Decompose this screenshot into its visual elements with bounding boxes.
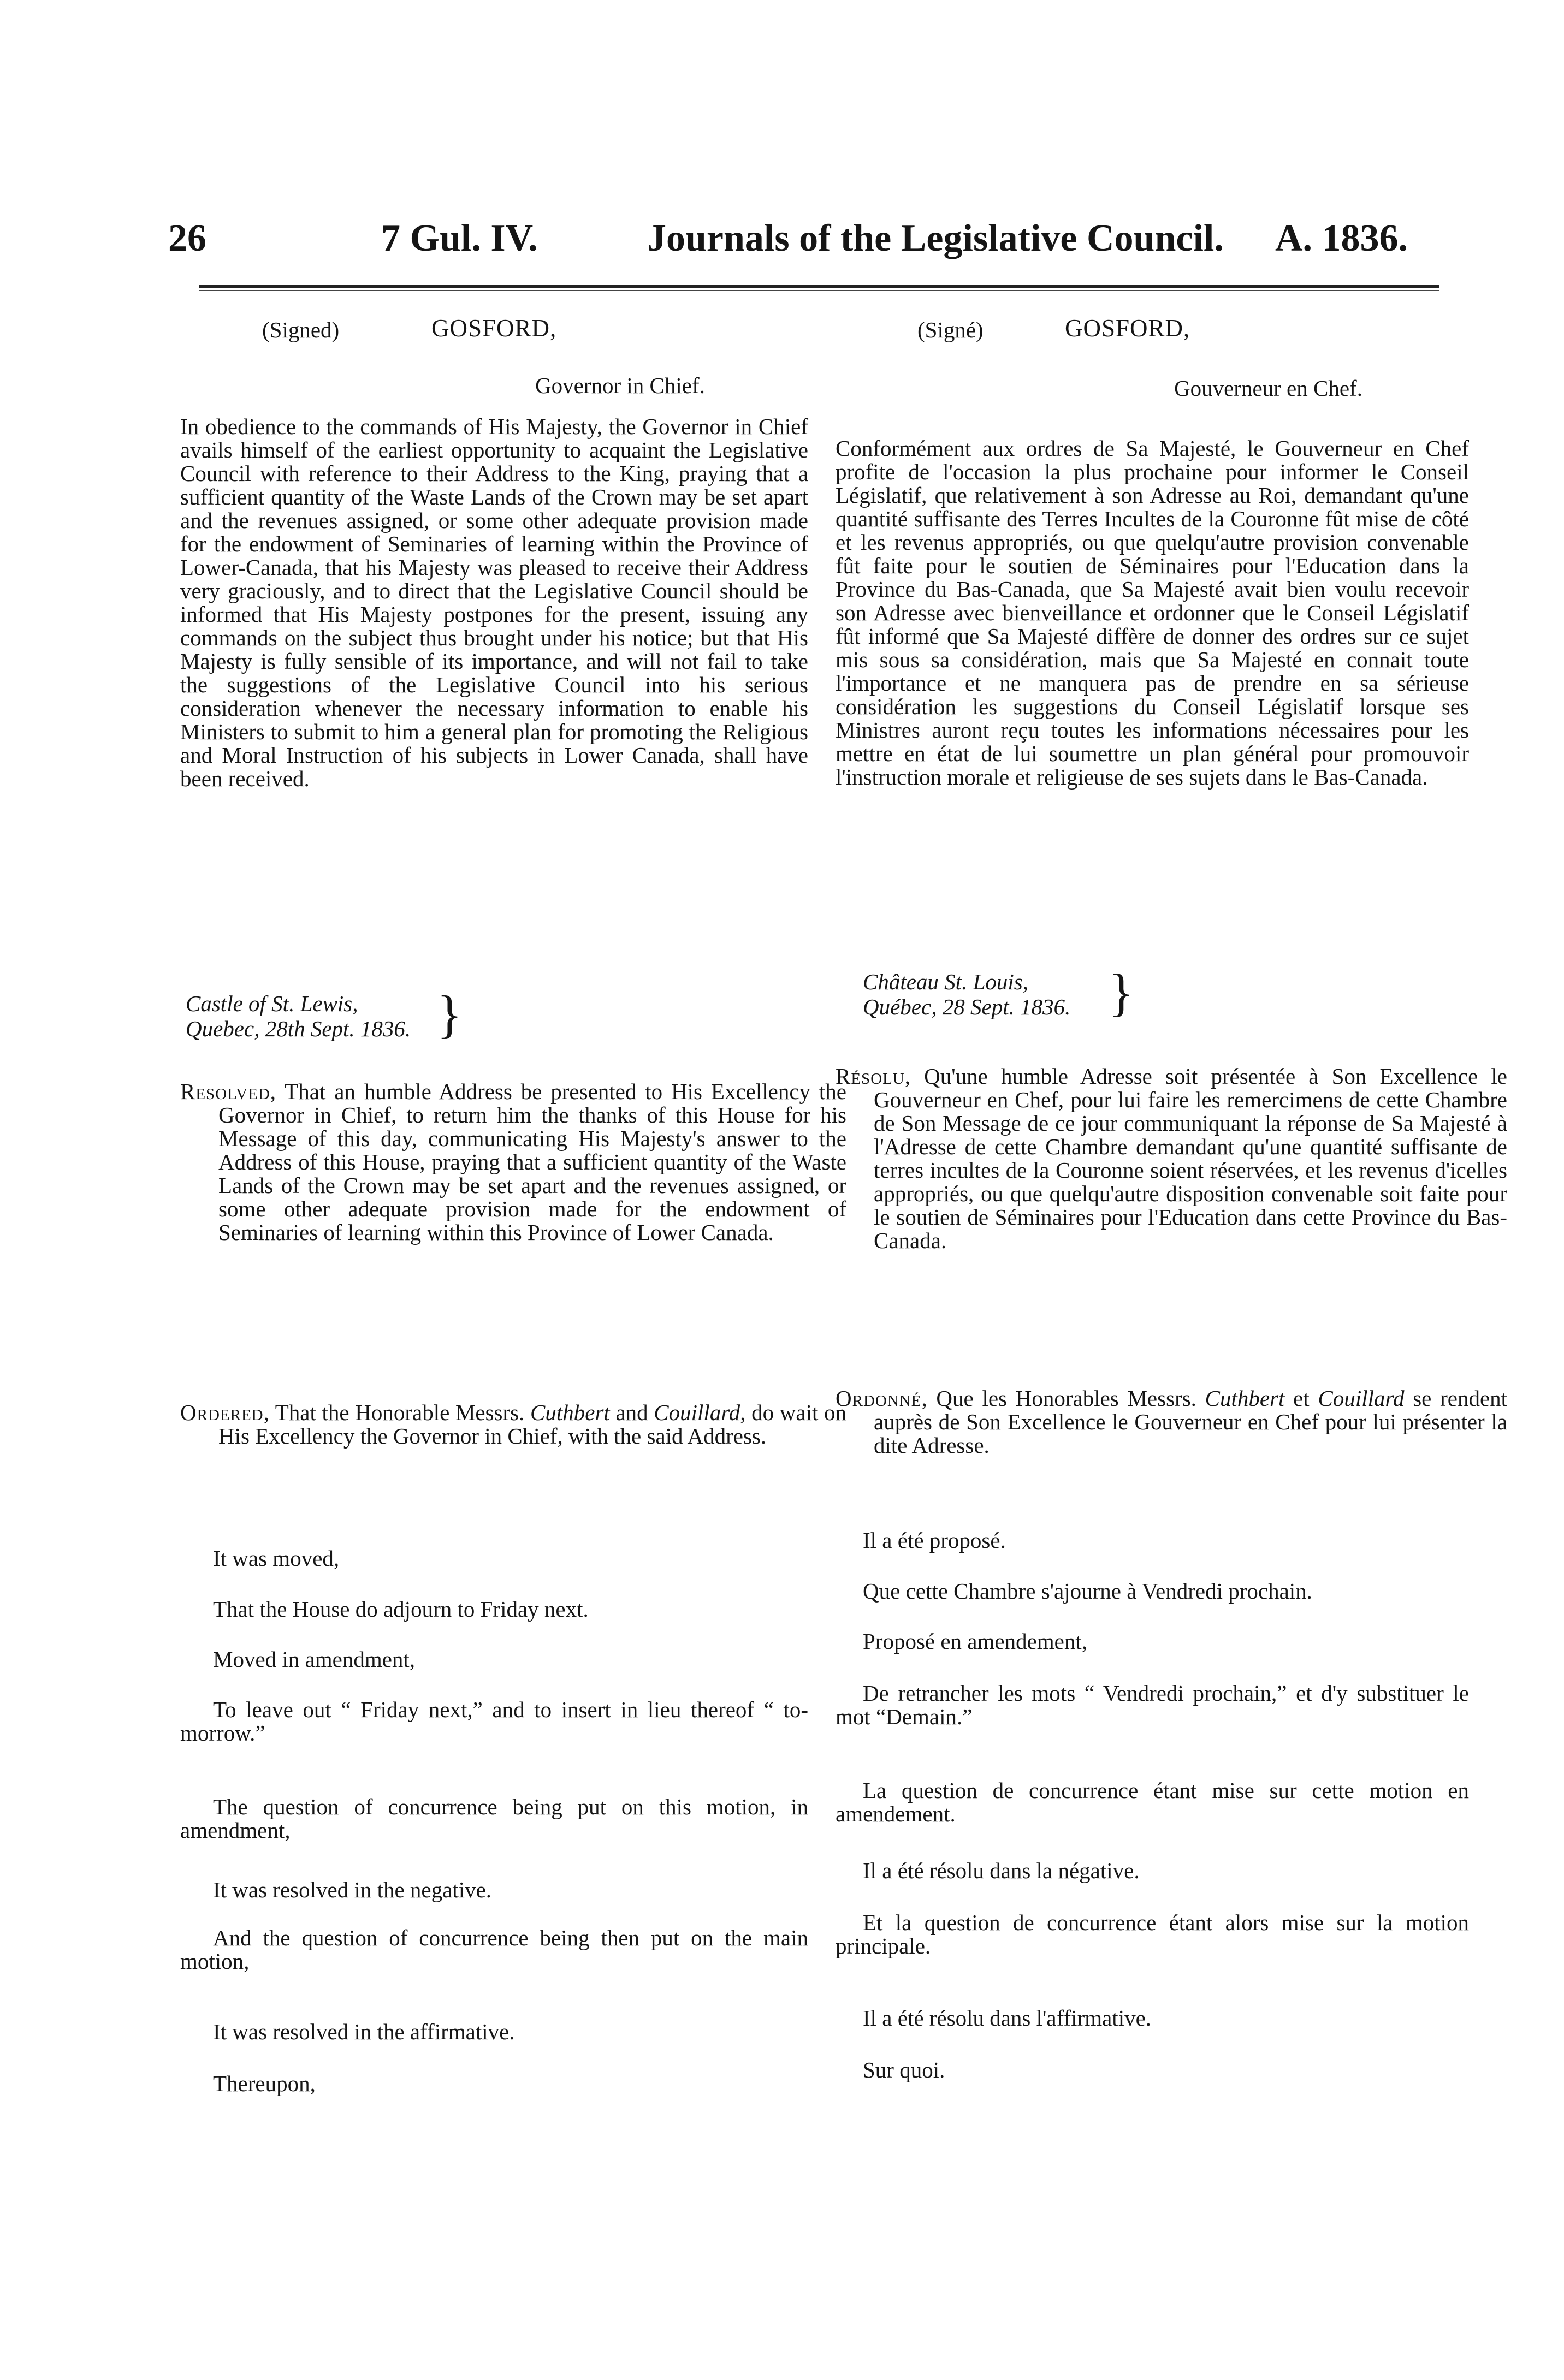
member-name: Couillard, [654, 1400, 746, 1425]
motion-line: Il a été proposé. [863, 1528, 1006, 1553]
question-main: Et la question de concurrence étant alors mise sur la motion principale. [836, 1910, 1469, 1958]
result-negative: It was resolved in the negative. [213, 1877, 492, 1902]
amendment-text: To leave out “ Friday next,” and to insert in lieu thereof “ to-morrow.” [180, 1697, 808, 1746]
regnal-year: 7 Gul. IV. [381, 217, 538, 259]
result-affirmative: Il a été résolu dans l'affirmative. [863, 2005, 1152, 2031]
signatory-title: Governor in Chief. [535, 373, 705, 398]
resolved-label: Resolved, [180, 1079, 277, 1104]
question-main: And the question of concurrence being then put on the main motion, [180, 1925, 808, 1974]
question-amendment: The question of concurrence being put on this motion, in amendment, [180, 1794, 808, 1843]
resolved-label: Résolu, [836, 1064, 911, 1089]
place-date [186, 991, 411, 1041]
motion-line: It was moved, [213, 1546, 340, 1571]
ordered-text: That the Honorable Messrs. [275, 1400, 525, 1425]
conjunction: et [1293, 1386, 1310, 1411]
ordered-paragraph [180, 1401, 846, 1448]
page-number: 26 [168, 217, 206, 259]
date-line: Québec, 28 Sept. 1836. [863, 994, 1071, 1019]
french-column [836, 0, 1508, 2380]
signed-label: (Signé) [917, 317, 984, 342]
thereupon-line: Sur quoi. [863, 2057, 945, 2082]
place-date [863, 969, 1070, 1019]
ordered-label: Ordered, [180, 1400, 270, 1425]
result-affirmative: It was resolved in the affirmative. [213, 2019, 515, 2044]
date-line: Quebec, 28th Sept. 1836. [186, 1016, 411, 1041]
member-name: Cuthbert [1205, 1386, 1285, 1411]
result-negative: Il a été résolu dans la négative. [863, 1858, 1140, 1883]
ordered-text: do wait on His Excellency the Governor in Chief, with the said Address. [218, 1400, 847, 1449]
signatory-name: GOSFORD, [431, 314, 557, 342]
question-amendment: La question de concurrence étant mise sur cette motion en amendement. [836, 1778, 1469, 1826]
conjunction: and [615, 1400, 648, 1425]
resolved-text: That an humble Address be presented to His Excellency the Governor in Chief, to return him the thanks of this House for his Message of this day, communicating His Majesty's answer to the Address of this House, praying that a sufficient quantity of the Waste Lands of the Crown may be set apart and the revenues assigned, or some other adequate provision made for the endowment of Seminaries of learning within this Province of Lower Canada. [218, 1079, 846, 1245]
signatory-name: GOSFORD, [1065, 314, 1190, 342]
brace: } [437, 985, 463, 1043]
signed-label: (Signed) [262, 317, 340, 342]
ordered-text: se rendent auprès de Son Excellence le Gouverneur en Chef pour lui présenter la dite Adresse. [874, 1386, 1508, 1458]
resolved-paragraph [836, 1065, 1507, 1253]
ordered-paragraph [836, 1387, 1507, 1457]
resolved-text: Qu'une humble Adresse soit présentée à Son Excellence le Gouverneur en Chef, pour lui faire les remercimens de cette Chambre de Son Message de ce jour communiquant la réponse de Sa Majesté à l'Adresse de cette Chambre demandant qu'une quantité suffisante de terres incultes de la Couronne soient réservées, et les revenus d'icelles appropriés, ou que quelqu'autre disposition convenable soit faite pour le soutien de Séminaires pour l'Education dans cette Province du Bas-Canada. [874, 1064, 1508, 1253]
ordered-label: Ordonné, [836, 1386, 928, 1411]
journal-title: Journals of the Legislative Council. [647, 217, 1224, 259]
brace: } [1109, 963, 1134, 1022]
place-line: Castle of St. Lewis, [186, 991, 358, 1016]
signatory-title: Gouverneur en Chef. [1174, 376, 1362, 401]
governor-message: Conformément aux ordres de Sa Majesté, le Gouverneur en Chef profite de l'occasion la plus prochaine pour informer le Conseil Législatif, que relativement à son Adresse au Roi, demandant qu'une quantité suffisante des Terres Incultes de la Couronne fût mise de côté et les revenus appropriés, ou que quelqu'autre provision convenable fût faite pour le soutien de Séminaires pour l'Education dans la Province du Bas-Canada, que Sa Majesté avait bien voulu recevoir son Adresse avec bienveillance et ordonner que le Conseil Législatif fût informé que Sa Majesté diffère de donner des ordres sur ce sujet mis sous sa considération, mais que Sa Majesté en connait toute l'importance et ne manquera pas de prendre en sa sérieuse considération les suggestions du Conseil Législatif lorsque ses Ministres auront reçu toutes les informations nécessaires pour les mettre en état de lui soumettre un plan général pour promouvoir l'instruction morale et religieuse de ses sujets dans le Bas-Canada. [836, 436, 1469, 790]
calendar-year: A. 1836. [1275, 217, 1408, 259]
resolved-paragraph [180, 1080, 846, 1244]
thereupon-line: Thereupon, [213, 2071, 316, 2096]
amendment-text: De retrancher les mots “ Vendredi prochain,” et d'y substituer le mot “Demain.” [836, 1681, 1469, 1729]
place-line: Château St. Louis, [863, 969, 1028, 994]
motion-text: That the House do adjourn to Friday next. [213, 1596, 589, 1622]
motion-text: Que cette Chambre s'ajourne à Vendredi prochain. [863, 1578, 1312, 1604]
english-column [180, 0, 847, 2380]
ordered-text: Que les Honorables Messrs. [936, 1386, 1196, 1411]
governor-message: In obedience to the commands of His Majesty, the Governor in Chief avails himself of the earliest opportunity to acquaint the Legislative Council with reference to their Address to the King, praying that a sufficient quantity of the Waste Lands of the Crown may be set apart and the revenues assigned, or some other adequate provision made for the endowment of Seminaries of learning within the Province of Lower-Canada, that his Majesty was pleased to receive their Address very graciously, and to direct that the Legislative Council should be informed that His Majesty postpones for the present, issuing any commands on the subject thus brought under his notice; but that His Majesty is fully sensible of its importance, and will not fail to take the suggestions of the Legislative Council into his serious consideration whenever the necessary information to enable his Ministers to submit to him a general plan for promoting the Religious and Moral Instruction of his subjects in Lower Canada, shall have been received. [180, 414, 808, 791]
member-name: Cuthbert [530, 1400, 610, 1425]
amendment-line: Proposé en amendement, [863, 1629, 1088, 1654]
member-name: Couillard [1318, 1386, 1405, 1411]
amendment-line: Moved in amendment, [213, 1647, 416, 1672]
